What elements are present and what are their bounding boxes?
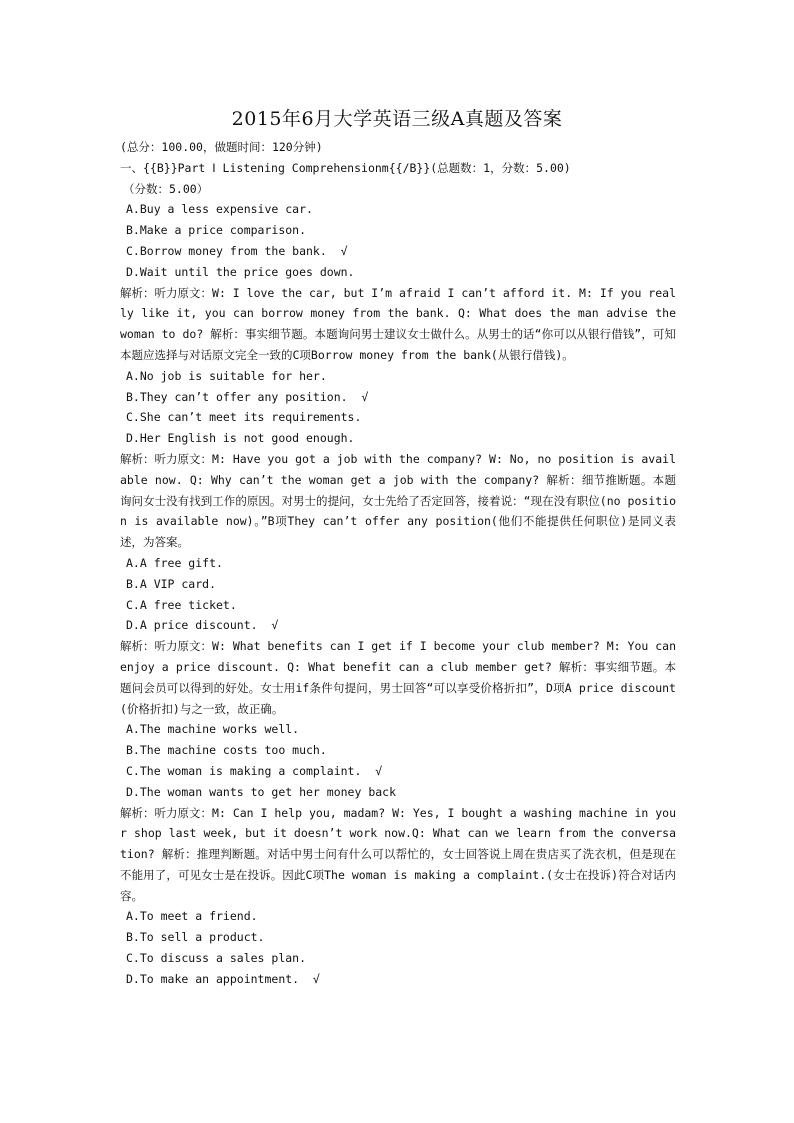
option-a: A.To meet a friend. [126,909,258,924]
option-d: D.To make an appointment. √ [126,971,320,986]
exam-meta: (总分：100.00，做题时间：120分钟) [120,140,323,154]
option-a: A.Buy a less expensive car. [126,202,313,217]
answer-analysis: 解析：听力原文：M: Can I help you, madam? W: Yes, I bought a washing machine in your shop last week, but it doesn’t work now.Q: What can we learn from the conversation? 解析：推理判断题。对话中男士问有什么可以帮忙的，女士回答说上周在贵店买了洗衣机，但是现在不能用了，可见女士是在投诉。因此C项The woman is making a complaint.(女士在投诉)符合对话内容。 [120,805,676,903]
section-heading: 一、{{B}}Part Ⅰ Listening Comprehensionm{{/B}}(总题数：1，分数：5.00) [120,160,571,175]
option-d: D.Wait until the price goes down. [126,264,355,279]
option-b: B.Make a price comparison. [126,223,307,238]
option-a: A.No job is suitable for her. [126,368,327,383]
option-a: A.A free gift. [126,555,223,570]
option-c: C.To discuss a sales plan. [126,951,307,966]
option-d: D.The woman wants to get her money back [126,784,397,799]
section-score: （分数：5.00） [123,181,209,196]
option-b: B.They can’t offer any position. √ [126,389,369,404]
document-title: 2015年6月大学英语三级A真题及答案 [231,108,563,130]
option-a: A.The machine works well. [126,722,300,737]
question-3 [120,553,676,719]
question-1 [120,199,676,365]
option-c: C.A free ticket. [126,597,237,612]
option-b: B.A VIP card. [126,576,217,591]
answer-analysis: 解析：听力原文：W: What benefits can I get if I become your club member? M: You can enjoy a price discount. Q: What benefit can a club member get? 解析：事实细节题。本题问会员可以得到的好处。女士用if条件句提问，男士回答“可以享受价格折扣”，D项A price discount(价格折扣)与之一致，故正确。 [120,639,676,716]
option-d: D.Her English is not good enough. [126,431,355,446]
answer-analysis: 解析：听力原文：M: Have you got a job with the company? W: No, no position is available now. Q: Why can’t the woman get a job with the company? 解析：细节推断题。本题询问女士没有找到工作的原因。对男士的提问，女士先给了否定回答，接着说：“现在没有职位(no position is available now)。”B项They can’t offer any position(他们不能提供任何职位)是同义表述，为答案。 [120,451,676,550]
question-5 [120,906,676,989]
question-2 [120,366,676,553]
question-4 [120,719,676,906]
option-d: D.A price discount. √ [126,618,279,633]
answer-analysis: 解析：听力原文：W: I love the car, but I’m afraid I can’t afford it. M: If you really like it, you can borrow money from the bank. Q: What does the man advise the woman to do? 解析：事实细节题。本题询问男士建议女士做什么。从男士的话“你可以从银行借钱”，可知本题应选择与对话原文完全一致的C项Borrow money from the bank(从银行借钱)。 [120,285,676,362]
option-b: B.The machine costs too much. [126,743,327,758]
document-body [120,137,676,990]
option-c: C.She can’t meet its requirements. [126,410,362,425]
option-b: B.To sell a product. [126,930,265,945]
option-c: C.The woman is making a complaint. √ [126,763,383,778]
option-c: C.Borrow money from the bank. √ [126,243,348,258]
